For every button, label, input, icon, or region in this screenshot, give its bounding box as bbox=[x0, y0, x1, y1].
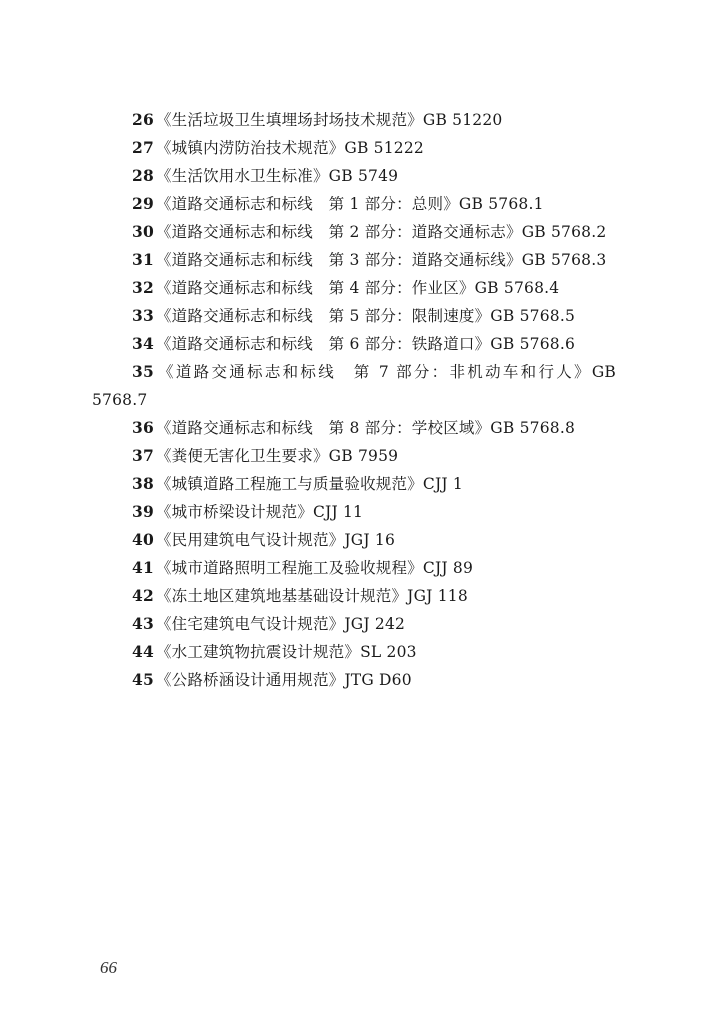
reference-item-33 bbox=[92, 302, 616, 330]
reference-item-40 bbox=[92, 526, 616, 554]
reference-text: 《道路交通标志和标线 第 5 部分：限制速度》GB 5768.5 bbox=[155, 307, 576, 325]
reference-text: 《道路交通标志和标线 第 3 部分：道路交通标线》GB 5768.3 bbox=[155, 251, 607, 269]
reference-item-27 bbox=[92, 134, 616, 162]
reference-item-43 bbox=[92, 610, 616, 638]
reference-item-42 bbox=[92, 582, 616, 610]
reference-text: 《住宅建筑电气设计规范》JGJ 242 bbox=[155, 615, 406, 633]
reference-number: 40 bbox=[132, 530, 154, 549]
reference-item-36 bbox=[92, 414, 616, 442]
reference-item-45 bbox=[92, 666, 616, 694]
reference-list bbox=[92, 106, 616, 694]
reference-item-29 bbox=[92, 190, 616, 218]
reference-text: 《生活垃圾卫生填埋场封场技术规范》GB 51220 bbox=[155, 111, 503, 129]
reference-number: 34 bbox=[132, 334, 154, 353]
reference-text: 《道路交通标志和标线 第 1 部分：总则》GB 5768.1 bbox=[155, 195, 544, 213]
reference-number: 43 bbox=[132, 614, 154, 633]
reference-text: 《城镇内涝防治技术规范》GB 51222 bbox=[155, 139, 424, 157]
reference-item-31 bbox=[92, 246, 616, 274]
reference-text: 《城镇道路工程施工与质量验收规范》CJJ 1 bbox=[155, 475, 463, 493]
reference-text: 《道路交通标志和标线 第 8 部分：学校区域》GB 5768.8 bbox=[155, 419, 576, 437]
reference-item-37 bbox=[92, 442, 616, 470]
reference-text: 《道路交通标志和标线 第 2 部分：道路交通标志》GB 5768.2 bbox=[155, 223, 607, 241]
reference-number: 39 bbox=[132, 502, 154, 521]
reference-number: 31 bbox=[132, 250, 154, 269]
reference-item-44 bbox=[92, 638, 616, 666]
reference-number: 26 bbox=[132, 110, 154, 129]
reference-text: 《公路桥涵设计通用规范》JTG D60 bbox=[155, 671, 412, 689]
reference-number: 42 bbox=[132, 586, 154, 605]
reference-number: 44 bbox=[132, 642, 154, 661]
reference-text: 《粪便无害化卫生要求》GB 7959 bbox=[155, 447, 399, 465]
reference-number: 27 bbox=[132, 138, 154, 157]
reference-item-35 bbox=[92, 358, 616, 414]
reference-text: 《城市桥梁设计规范》CJJ 11 bbox=[155, 503, 364, 521]
reference-text: 《生活饮用水卫生标准》GB 5749 bbox=[155, 167, 399, 185]
reference-number: 38 bbox=[132, 474, 154, 493]
reference-number: 33 bbox=[132, 306, 154, 325]
reference-item-34 bbox=[92, 330, 616, 358]
reference-text: 《道路交通标志和标线 第 7 部分：非机动车和行人》GB 5768.7 bbox=[92, 363, 616, 409]
reference-number: 35 bbox=[132, 362, 154, 381]
reference-item-26 bbox=[92, 106, 616, 134]
reference-text: 《水工建筑物抗震设计规范》SL 203 bbox=[155, 643, 417, 661]
reference-number: 37 bbox=[132, 446, 154, 465]
reference-item-41 bbox=[92, 554, 616, 582]
reference-text: 《冻土地区建筑地基基础设计规范》JGJ 118 bbox=[155, 587, 468, 605]
reference-text: 《城市道路照明工程施工及验收规程》CJJ 89 bbox=[155, 559, 474, 577]
reference-number: 45 bbox=[132, 670, 154, 689]
reference-number: 29 bbox=[132, 194, 154, 213]
reference-number: 28 bbox=[132, 166, 154, 185]
reference-item-38 bbox=[92, 470, 616, 498]
page-number: 66 bbox=[100, 958, 117, 977]
reference-number: 41 bbox=[132, 558, 154, 577]
reference-text: 《道路交通标志和标线 第 6 部分：铁路道口》GB 5768.6 bbox=[155, 335, 576, 353]
reference-item-39 bbox=[92, 498, 616, 526]
reference-number: 30 bbox=[132, 222, 154, 241]
reference-number: 36 bbox=[132, 418, 154, 437]
reference-item-30 bbox=[92, 218, 616, 246]
reference-text: 《道路交通标志和标线 第 4 部分：作业区》GB 5768.4 bbox=[155, 279, 560, 297]
reference-text: 《民用建筑电气设计规范》JGJ 16 bbox=[155, 531, 396, 549]
reference-item-28 bbox=[92, 162, 616, 190]
reference-number: 32 bbox=[132, 278, 154, 297]
reference-item-32 bbox=[92, 274, 616, 302]
